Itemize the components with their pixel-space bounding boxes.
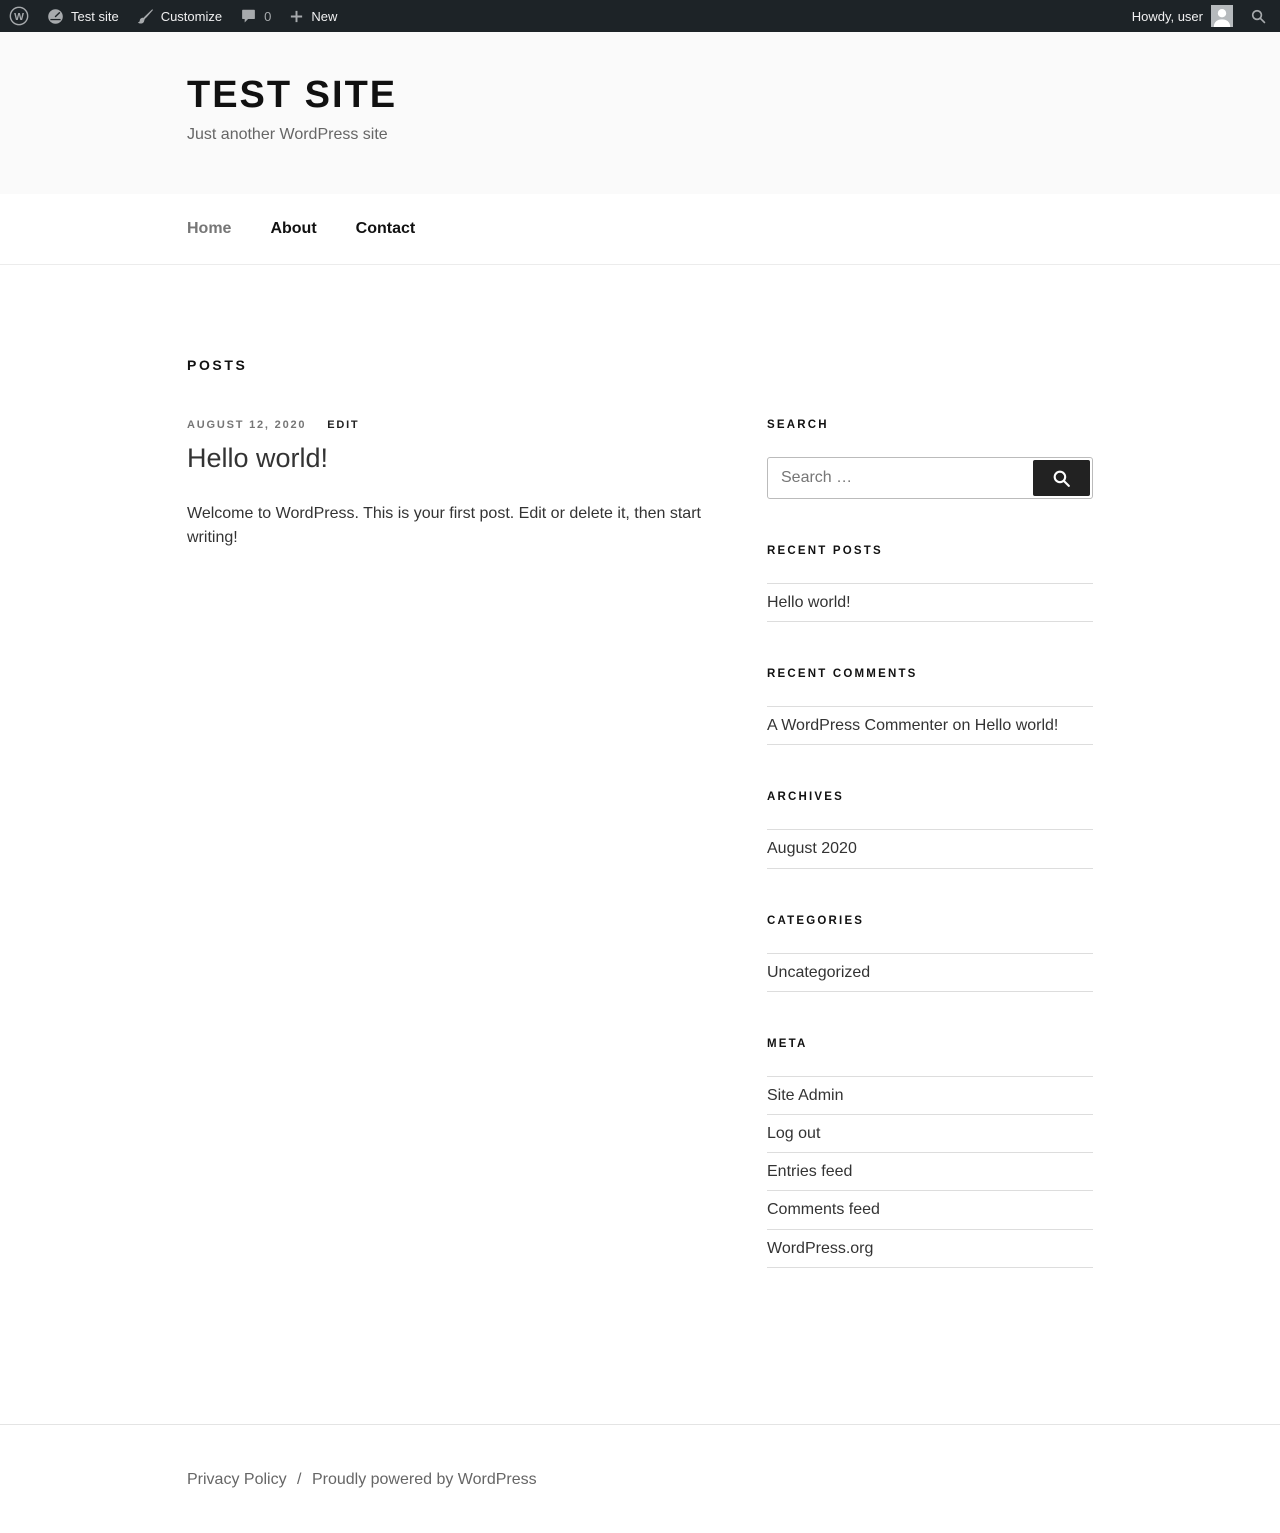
widget-categories [767,915,1093,992]
search-form [767,457,1093,499]
sidebar [767,419,1093,1314]
widget-search [767,419,1093,499]
post-edit-link[interactable]: EDIT [327,419,360,431]
recent-comments-list [767,706,1093,745]
post-body: Welcome to WordPress. This is your first post. Edit or delete it, then start writing! [187,505,701,546]
list-item [767,1153,1093,1191]
widget-title: RECENT COMMENTS [767,668,918,681]
howdy-label: Howdy, user [1131,8,1203,24]
post-date-link[interactable]: AUGUST 12, 2020 [187,419,307,431]
customize-menu[interactable] [128,0,231,32]
site-main [0,265,1280,1424]
nav-item-contact[interactable]: Contact [355,220,416,237]
recent-post-link[interactable]: Hello world! [767,594,851,611]
privacy-policy-link[interactable]: Privacy Policy [187,1470,287,1488]
widget-meta [767,1038,1093,1268]
comments-feed-link[interactable]: Comments feed [767,1201,880,1219]
recent-posts-list [767,583,1093,622]
footer-separator: / [297,1470,302,1488]
wp-logo-menu[interactable] [0,0,38,32]
widget-title: META [767,1037,808,1050]
wordpress-org-link[interactable]: WordPress.org [767,1239,874,1257]
site-title[interactable]: TEST SITE [187,74,398,116]
category-link[interactable]: Uncategorized [767,963,871,981]
widget-recent-posts [767,545,1093,622]
site-name-menu[interactable] [38,0,128,32]
widget-title: CATEGORIES [767,914,865,927]
comment-icon [240,8,257,25]
site-admin-link[interactable]: Site Admin [767,1086,844,1104]
wordpress-logo-icon [9,6,29,26]
entries-feed-link[interactable]: Entries feed [767,1163,853,1181]
list-item [767,1115,1093,1153]
archives-list [767,829,1093,868]
my-account-menu[interactable] [1124,0,1241,32]
search-icon [1051,468,1072,489]
list-item [767,954,1093,992]
search-widget-title: SEARCH [767,419,829,431]
list-item [767,1077,1093,1115]
widget-title: ARCHIVES [767,791,845,804]
new-content-menu[interactable] [280,0,346,32]
site-tagline: Just another WordPress site [187,126,388,143]
avatar [1211,5,1233,27]
nav-item-home[interactable]: Home [187,220,232,237]
admin-bar-right [1124,0,1280,32]
comment-count: 0 [264,8,272,24]
wp-admin-bar [0,0,1280,32]
search-icon [1250,8,1267,25]
widget-archives [767,791,1093,868]
customize-label: Customize [160,8,223,24]
list-item [767,1191,1093,1229]
categories-list [767,953,1093,992]
list-item [767,584,1093,622]
nav-item-about[interactable]: About [270,220,317,237]
site-name-label: Test site [71,8,119,24]
list-item [767,707,1093,745]
list-item [767,830,1093,868]
page-heading: POSTS [187,357,248,373]
post-article [187,419,712,550]
entry-meta [187,419,712,431]
dashboard-icon [47,8,64,25]
primary-nav [0,194,1280,265]
site-header [0,32,1280,194]
powered-by-link[interactable]: Proudly powered by WordPress [311,1470,537,1488]
admin-bar-left [0,0,346,32]
search-submit-button[interactable] [1033,460,1090,496]
posts-column [187,419,712,1314]
widget-recent-comments [767,668,1093,745]
log-out-link[interactable]: Log out [767,1124,821,1142]
admin-search-button[interactable] [1241,0,1276,32]
widget-title: RECENT POSTS [767,545,883,557]
archive-link[interactable]: August 2020 [767,840,857,858]
post-title[interactable]: Hello world! [187,443,329,473]
meta-list [767,1076,1093,1268]
list-item [767,1230,1093,1268]
new-label: New [311,8,338,24]
comments-menu[interactable] [231,0,280,32]
plus-icon [289,9,304,24]
svg-text:W: W [14,11,24,23]
recent-comment-link[interactable]: A WordPress Commenter on Hello world! [767,717,1059,735]
site-footer [0,1424,1280,1533]
paintbrush-icon [137,8,154,25]
